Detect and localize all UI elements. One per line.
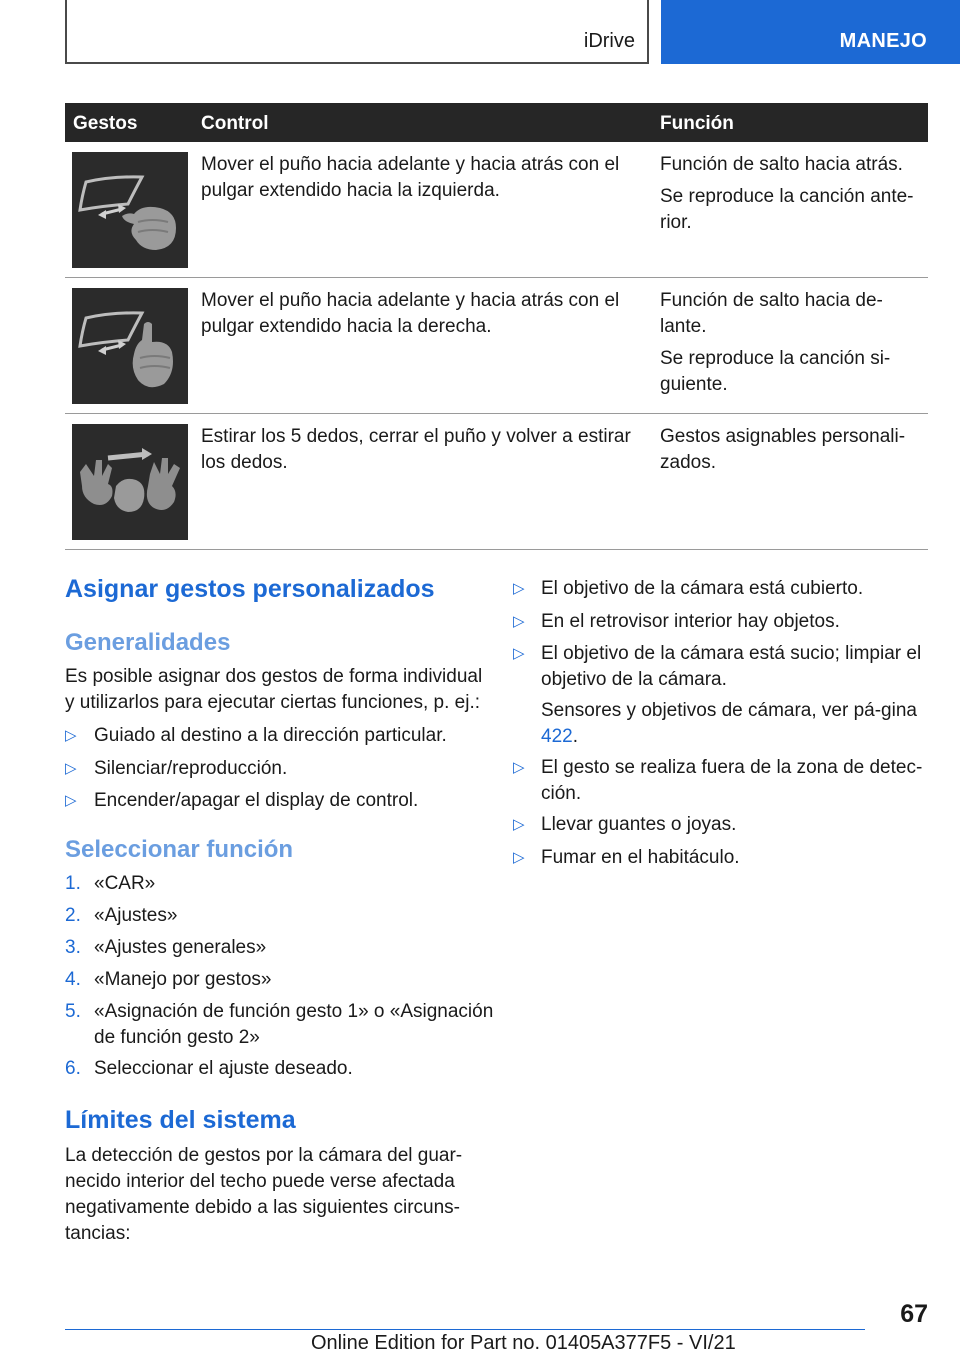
- header-chapter-tab: [661, 0, 960, 64]
- bullet-triangle-icon: ▷: [65, 760, 77, 777]
- step-text: Seleccionar el ajuste deseado.: [94, 1058, 353, 1079]
- bullet-triangle-icon: ▷: [513, 645, 525, 662]
- gesture-thumb-right-icon: [72, 288, 188, 404]
- list-item-text: Guiado al destino a la dirección particular.: [94, 725, 447, 746]
- subheading-general: Generalidades: [65, 629, 231, 656]
- row-function-text: [660, 424, 925, 476]
- bullet-triangle-icon: ▷: [513, 613, 525, 630]
- table-header: [65, 103, 928, 142]
- step-number: 6.: [65, 1058, 81, 1079]
- list-item-text: El objetivo de la cámara está cubierto.: [541, 578, 864, 599]
- subheading-select-function: Seleccionar función: [65, 836, 294, 863]
- table-row: [65, 142, 928, 278]
- section-title-assign: Asignar gestos personalizados: [65, 575, 435, 603]
- function-line: Función de salto hacia atrás.: [660, 154, 903, 175]
- sensor-note-prefix: Sensores y objetivos de cámara, ver pá-gina: [541, 700, 917, 721]
- list-item-text: Fumar en el habitáculo.: [541, 847, 740, 868]
- function-line: Función de salto hacia de-lante.: [660, 290, 883, 337]
- header-section-box: [65, 0, 649, 64]
- bullet-triangle-icon: ▷: [513, 759, 525, 776]
- list-item-text: Llevar guantes o joyas.: [541, 814, 737, 835]
- sensor-note-text: [541, 698, 933, 750]
- sensor-note-suffix: .: [572, 726, 578, 747]
- step-number: 2.: [65, 905, 81, 926]
- function-line: Gestos asignables personali-zados.: [660, 426, 906, 473]
- table-header-control: Control: [201, 113, 269, 134]
- row-control-text: Mover el puño hacia adelante y hacia atrás con el pulgar extendido hacia la izquierda.: [201, 154, 620, 201]
- list-item-text: Silenciar/reproducción.: [94, 758, 288, 779]
- row-function-text: [660, 152, 925, 236]
- section-title-limits: Límites del sistema: [65, 1106, 296, 1134]
- step-text: «Manejo por gestos»: [94, 969, 272, 990]
- step-number: 4.: [65, 969, 81, 990]
- step-number: 5.: [65, 1001, 81, 1022]
- step-text: «Ajustes generales»: [94, 937, 267, 958]
- step-text: «Asignación de función gesto 1» o «Asignación de función gesto 2»: [94, 1001, 494, 1048]
- gesture-table: [65, 103, 928, 550]
- bullet-triangle-icon: ▷: [513, 580, 525, 597]
- list-item-text: El gesto se realiza fuera de la zona de detec-ción.: [541, 757, 923, 804]
- page-number: 67: [900, 1300, 928, 1328]
- step-number: 3.: [65, 937, 81, 958]
- bullet-triangle-icon: ▷: [65, 792, 77, 809]
- function-line: Se reproduce la canción si-guiente.: [660, 348, 891, 395]
- list-item-text: El objetivo de la cámara está sucio; limpiar el objetivo de la cámara.: [541, 643, 922, 690]
- list-item-text: En el retrovisor interior hay objetos.: [541, 611, 840, 632]
- list-item-text: Encender/apagar el display de control.: [94, 790, 419, 811]
- table-header-gestos: Gestos: [73, 113, 138, 134]
- row-control-text: Estirar los 5 dedos, cerrar el puño y volver a estirar los dedos.: [201, 426, 631, 473]
- footer-edition: Online Edition for Part no. 01405A377F5 - VI/21: [311, 1332, 736, 1354]
- bullet-triangle-icon: ▷: [65, 727, 77, 744]
- gesture-thumb-left-icon: [72, 152, 188, 268]
- table-header-funcion: Función: [660, 113, 734, 134]
- function-line: Se reproduce la canción ante-rior.: [660, 186, 914, 233]
- step-text: «Ajustes»: [94, 905, 178, 926]
- bullet-triangle-icon: ▷: [513, 816, 525, 833]
- header-section-label: iDrive: [583, 30, 635, 52]
- limits-paragraph: La detección de gestos por la cámara del guar-necido interior del techo puede verse afectada negativamente debido a las siguientes circuns-tancias:: [65, 1145, 463, 1244]
- page-link[interactable]: 422: [541, 726, 573, 747]
- bullet-triangle-icon: ▷: [513, 849, 525, 866]
- row-function-text: [660, 288, 925, 398]
- step-number: 1.: [65, 873, 81, 894]
- table-row: [65, 278, 928, 414]
- gesture-open-close-hand-icon: [72, 424, 188, 540]
- table-row: [65, 414, 928, 550]
- row-control-text: Mover el puño hacia adelante y hacia atrás con el pulgar extendido hacia la derecha.: [201, 290, 620, 337]
- header-chapter-label: MANEJO: [839, 30, 927, 52]
- step-text: «CAR»: [94, 873, 156, 894]
- general-paragraph: Es posible asignar dos gestos de forma individual y utilizarlos para ejecutar ciertas funciones, p. ej.:: [65, 666, 483, 713]
- footer-divider: [65, 1329, 865, 1330]
